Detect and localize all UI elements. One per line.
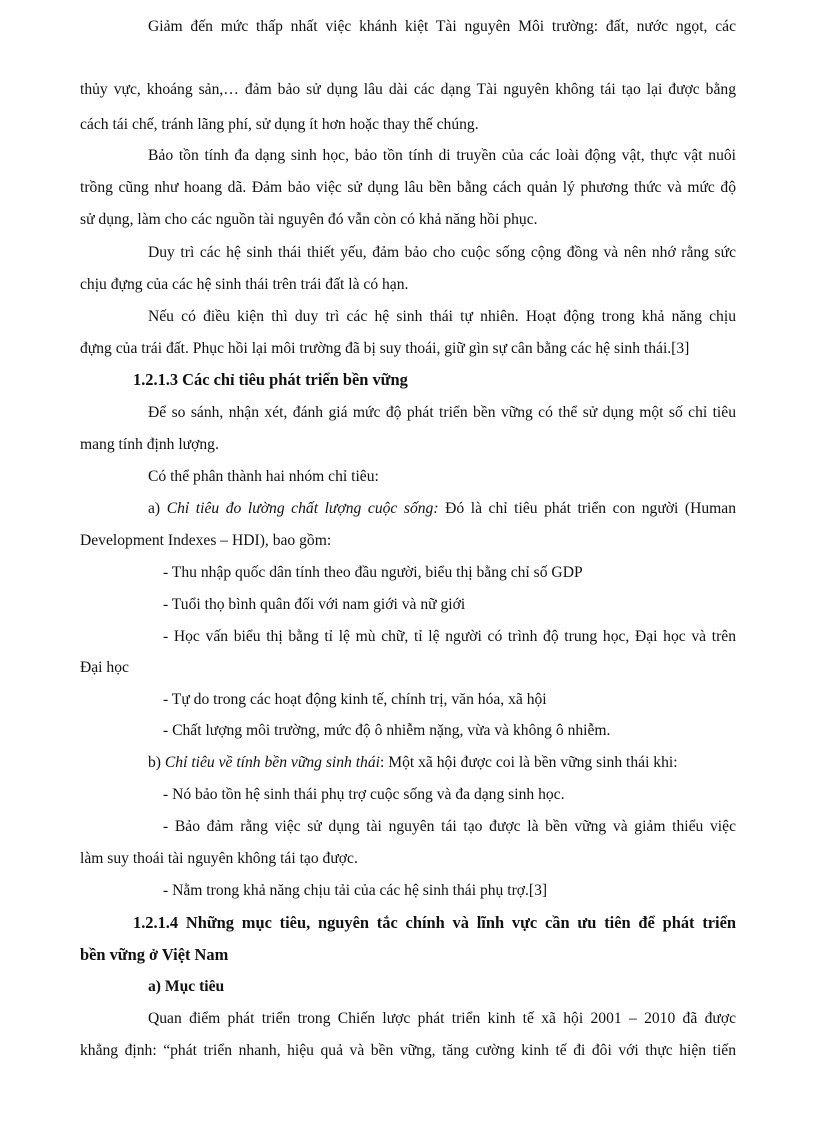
paragraph-line: Development Indexes – HDI), bao gồm: <box>80 532 332 549</box>
list-item-a <box>148 499 736 521</box>
list-item: - Học vấn biểu thị bằng tỉ lệ mù chữ, tỉ lệ người có trình độ trung học, Đại học và trên <box>163 628 736 645</box>
paragraph-line: Để so sánh, nhận xét, đánh giá mức độ phát triển bền vững có thể sử dụng một số chỉ tiêu <box>148 404 736 421</box>
list-item: - Thu nhập quốc dân tính theo đầu người, biểu thị bằng chỉ số GDP <box>163 564 583 581</box>
subsection-title: Chỉ tiêu về tính bền vững sinh thái <box>164 754 380 771</box>
paragraph-line: thủy vực, khoáng sản,… đảm bảo sử dụng lâu dài các dạng Tài nguyên không tái tạo lại được bằng <box>80 81 736 98</box>
list-item: - Bảo đảm rằng việc sử dụng tài nguyên tái tạo được là bền vững và giảm thiểu việc <box>163 818 736 835</box>
paragraph-line: cách tái chế, tránh lãng phí, sử dụng ít hơn hoặc thay thế chúng. <box>80 116 479 133</box>
paragraph-line: Bảo tồn tính đa dạng sinh học, bảo tồn tính di truyền của các loài động vật, thực vật nuôi <box>148 147 736 164</box>
list-marker: a) <box>148 500 167 517</box>
list-item: - Tự do trong các hoạt động kinh tế, chính trị, văn hóa, xã hội <box>163 691 547 708</box>
list-marker: b) <box>148 754 165 771</box>
paragraph-line: Nếu có điều kiện thì duy trì các hệ sinh thái tự nhiên. Hoạt động trong khả năng chịu <box>148 308 736 325</box>
paragraph-text: : Một xã hội được coi là bền vững sinh thái khi: <box>379 754 678 771</box>
section-heading: 1.2.1.3 Các chỉ tiêu phát triển bền vững <box>133 370 408 389</box>
list-item: - Nó bảo tồn hệ sinh thái phụ trợ cuộc sống và đa dạng sinh học. <box>163 786 565 803</box>
paragraph-line: sử dụng, làm cho các nguồn tài nguyên đó vẫn còn có khả năng hồi phục. <box>80 211 538 228</box>
paragraph-line: Có thể phân thành hai nhóm chỉ tiêu: <box>148 468 379 485</box>
list-item: - Nằm trong khả năng chịu tải của các hệ sinh thái phụ trợ.[3] <box>163 882 548 899</box>
section-heading-continuation: bền vững ở Việt Nam <box>80 945 229 964</box>
paragraph-line: khẳng định: “phát triển nhanh, hiệu quả và bền vững, tăng cường kinh tế đi đôi với thực hiện tiến <box>80 1042 736 1059</box>
subsection-title: Chỉ tiêu đo lường chất lượng cuộc sống: <box>166 500 439 517</box>
list-item-continuation: Đại học <box>80 659 129 676</box>
paragraph-line: Duy trì các hệ sinh thái thiết yếu, đảm bảo cho cuộc sống cộng đồng và nên nhớ rằng sức <box>148 244 736 261</box>
list-item-b <box>148 753 678 773</box>
paragraph-line: đựng của trái đất. Phục hồi lại môi trường đã bị suy thoái, giữ gìn sự cân bằng các hệ sinh thái.[3] <box>80 340 690 357</box>
subsection-heading: a) Mục tiêu <box>148 978 225 995</box>
list-item: - Tuổi thọ bình quân đối với nam giới và nữ giới <box>163 596 466 613</box>
paragraph-line: Quan điểm phát triển trong Chiến lược phát triển kinh tế xã hội 2001 – 2010 đã được <box>148 1010 736 1027</box>
paragraph-line: chịu đựng của các hệ sinh thái trên trái đất là có hạn. <box>80 276 409 293</box>
paragraph-line: Giảm đến mức thấp nhất việc khánh kiệt Tài nguyên Môi trường: đất, nước ngọt, các <box>148 18 736 35</box>
list-item: - Chất lượng môi trường, mức độ ô nhiễm nặng, vừa và không ô nhiễm. <box>163 722 611 739</box>
paragraph-line: mang tính định lượng. <box>80 436 219 453</box>
section-heading: 1.2.1.4 Những mục tiêu, nguyên tắc chính và lĩnh vực cần ưu tiên để phát triển <box>133 913 736 932</box>
list-item-continuation: làm suy thoái tài nguyên không tái tạo được. <box>80 850 358 867</box>
paragraph-text: Đó là chỉ tiêu phát triển con người (Human <box>438 500 736 517</box>
paragraph-line: trồng cũng như hoang dã. Đảm bảo việc sử dụng lâu bền bằng cách quản lý phương thức và mức độ <box>80 179 736 196</box>
